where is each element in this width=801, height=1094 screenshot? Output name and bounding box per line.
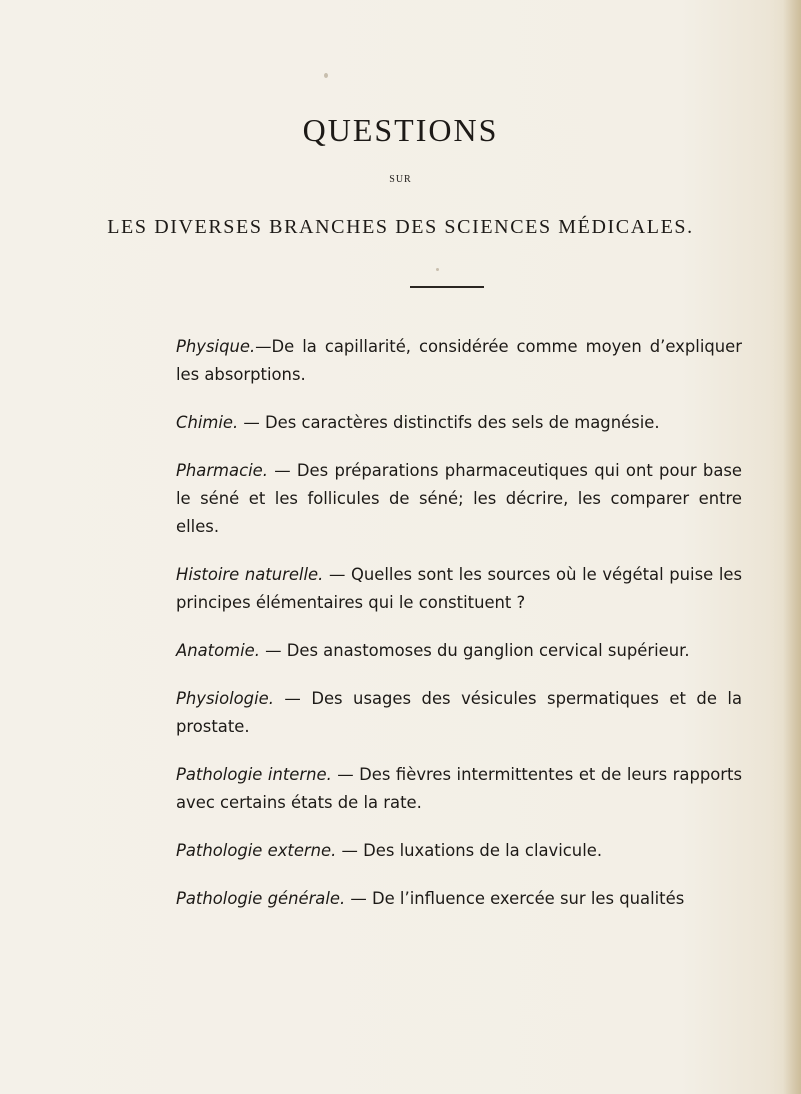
question-list: [176, 333, 742, 933]
entry-subject: Chimie.: [176, 413, 239, 432]
entry-text: — Des caractères distinctifs des sels de magnésie.: [238, 413, 660, 432]
question-entry-physique: [176, 333, 742, 389]
entry-text: —De la capillarité, considérée comme moyen d’expliquer les absorptions.: [176, 337, 742, 384]
entry-subject: Pathologie générale.: [176, 889, 346, 908]
entry-text: — Des luxations de la clavicule.: [336, 841, 603, 860]
entry-subject: Physiologie.: [176, 689, 274, 708]
entry-text: — Des usages des vésicules spermatiques et de la prostate.: [176, 689, 742, 736]
page-edge-stain: [783, 0, 801, 1094]
title-connector: SUR: [389, 174, 412, 185]
page-title: QUESTIONS: [302, 112, 499, 148]
ink-speck: [324, 73, 328, 78]
question-entry-pharmacie: [176, 457, 742, 541]
entry-text: — De l’influence exercée sur les qualités: [345, 889, 685, 908]
question-entry-pathologie-externe: [176, 837, 742, 865]
entry-subject: Pathologie externe.: [176, 841, 337, 860]
entry-text: — Quelles sont les sources où le végétal puise les principes élémentaires qui le constituent ?: [176, 565, 743, 612]
question-entry-pathologie-generale: [176, 885, 742, 913]
entry-subject: Histoire naturelle.: [176, 565, 324, 584]
question-entry-chimie: [176, 409, 742, 437]
entry-text: — Des anastomoses du ganglion cervical supérieur.: [259, 641, 690, 660]
question-entry-histoire-naturelle: [176, 561, 742, 617]
entry-text: — Des préparations pharmaceutiques qui ont pour base le séné et les follicules de séné; les décrire, les comparer entre elles.: [176, 461, 742, 536]
entry-text: — Des fièvres intermittentes et de leurs rapports avec certains états de la rate.: [176, 765, 742, 812]
page-subtitle: LES DIVERSES BRANCHES DES SCIENCES MÉDICALES.: [107, 216, 694, 238]
entry-subject: Pathologie interne.: [176, 765, 332, 784]
question-entry-pathologie-interne: [176, 761, 742, 817]
entry-subject: Pharmacie.: [176, 461, 268, 480]
question-entry-physiologie: [176, 685, 742, 741]
question-entry-anatomie: [176, 637, 742, 665]
ink-speck: [436, 268, 439, 271]
entry-subject: Physique.: [176, 337, 256, 356]
title-rule: [410, 286, 484, 288]
entry-subject: Anatomie.: [176, 641, 260, 660]
